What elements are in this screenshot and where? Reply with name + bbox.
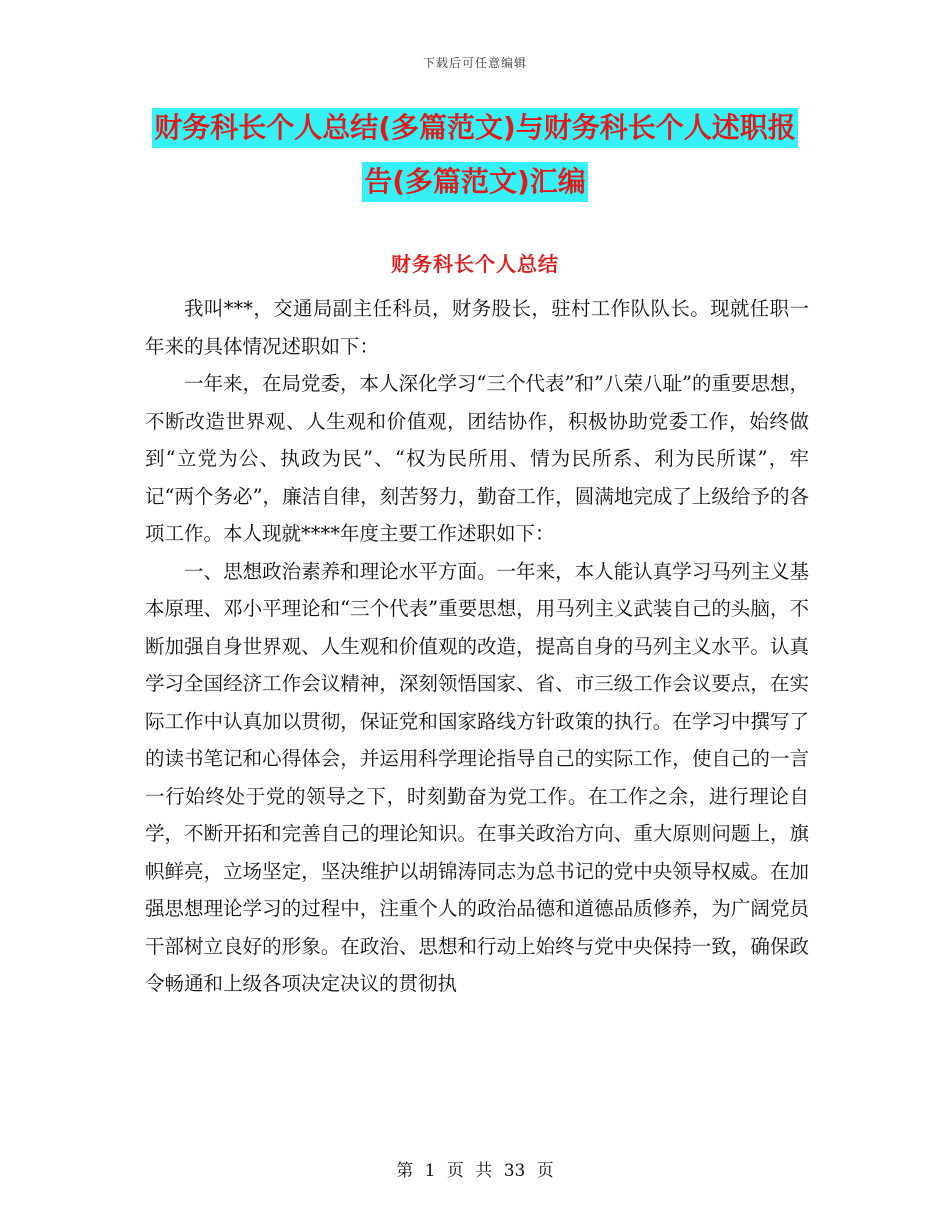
body-text <box>145 290 809 1003</box>
document-title-line-2: 告(多篇范文)汇编 <box>362 162 588 202</box>
document-title-line-1: 财务科长个人总结(多篇范文)与财务科长个人述职报 <box>152 108 798 148</box>
header-note: 下载后可任意编辑 <box>422 56 527 70</box>
paragraph: 我叫***，交通局副主任科员，财务股长，驻村工作队队长。现就任职一年来的具体情况述职如下： <box>145 297 809 358</box>
section-heading: 财务科长个人总结 <box>391 252 559 276</box>
paragraph: 一年来，在局党委，本人深化学习“三个代表”和”八荣八耻”的重要思想，不断改造世界观、人生观和价值观，团结协作，积极协助党委工作，始终做到“立党为公、执政为民”、“权为民所用、情为民所系、利为民所谋”，牢记“两个务必”，廉洁自律，刻苦努力，勤奋工作，圆满地完成了上级给予的各项工作。本人现就****年度主要工作述职如下： <box>145 372 809 545</box>
page-footer: 第 1 页 共 33 页 <box>396 1161 554 1181</box>
document-title <box>150 108 800 216</box>
paragraph: 一、思想政治素养和理论水平方面。一年来，本人能认真学习马列主义基本原理、邓小平理论和“三个代表”重要思想，用马列主义武装自己的头脑，不断加强自身世界观、人生观和价值观的改造，提高自身的马列主义水平。认真学习全国经济工作会议精神，深刻领悟国家、省、市三级工作会议要点，在实际工作中认真加以贯彻，保证党和国家路线方针政策的执行。在学习中撰写了的读书笔记和心得体会，并运用科学理论指导自己的实际工作，使自己的一言一行始终处于党的领导之下，时刻勤奋为党工作。在工作之余，进行理论自学，不断开拓和完善自己的理论知识。在事关政治方向、重大原则问题上，旗帜鲜亮，立场坚定，坚决维护以胡锦涛同志为总书记的党中央领导权威。在加强思想理论学习的过程中，注重个人的政治品德和道德品质修养，为广阔党员干部树立良好的形象。在政治、思想和行动上始终与党中央保持一致，确保政令畅通和上级各项决定决议的贯彻执 <box>145 559 809 995</box>
